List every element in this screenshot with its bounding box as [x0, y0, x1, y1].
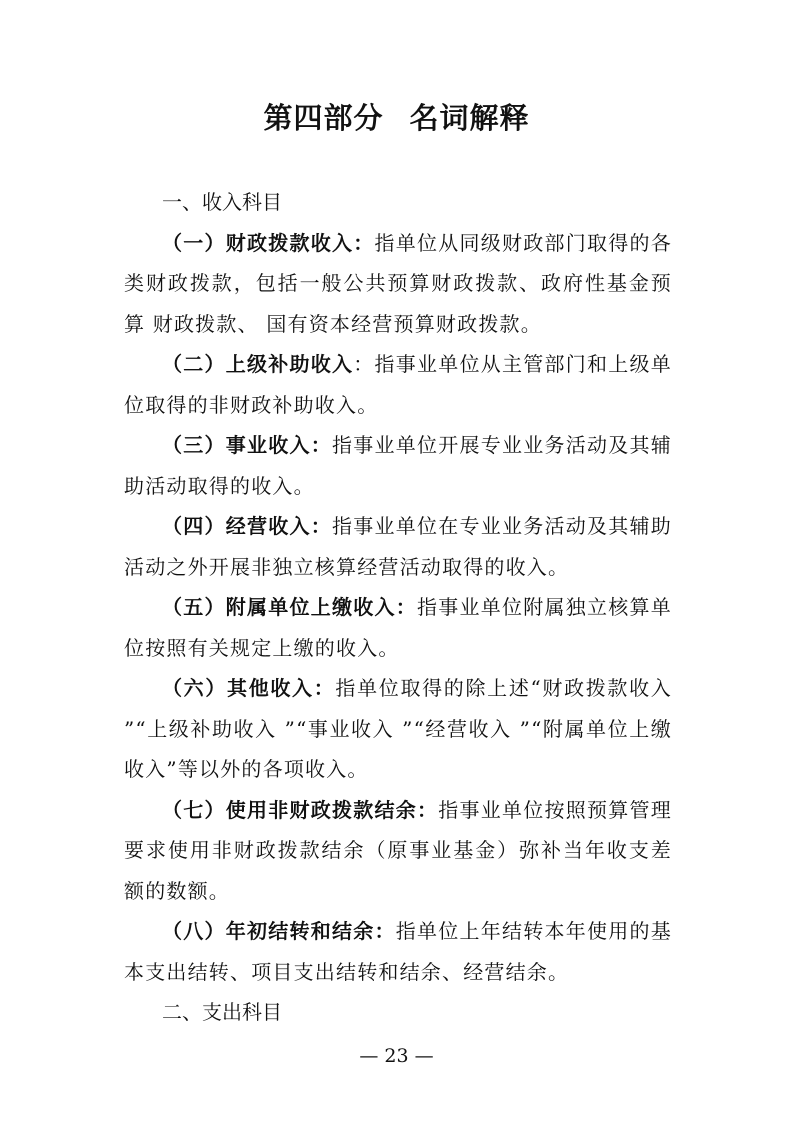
definition-term: （四）经营收入：	[162, 514, 333, 538]
definition-business-income	[124, 425, 672, 506]
definition-term: （七）使用非财政拨款结余：	[162, 797, 439, 822]
title-part: 第四部分	[263, 101, 384, 135]
document-body	[124, 182, 672, 1033]
definition-text: 指事业单位附属独立核算单位按照有关规定上缴的收入。	[124, 595, 672, 660]
definition-term: （六）其他收入：	[162, 676, 336, 700]
page-number: — 23 —	[359, 1045, 434, 1067]
definition-text: 指事业单位开展专业业务活动及其辅助活动取得的收入。	[124, 433, 672, 498]
definition-term: （八）年初结转和结余：	[162, 919, 396, 943]
page-title	[0, 98, 793, 138]
definition-text: 指单位上年结转本年使用的基本支出结转、项目支出结转和结余、经营结余。	[124, 919, 673, 984]
definition-affiliated-unit-income	[124, 587, 672, 668]
section-heading-expenditure: 二、支出科目	[162, 1000, 282, 1024]
definition-term: （二）上级补助收入	[162, 352, 354, 376]
definition-other-income	[124, 668, 672, 790]
definition-term: （五）附属单位上缴收入：	[162, 595, 418, 619]
definition-text: 指单位取得的除上述“财政拨款收入 ”“上级补助收入 ”“事业收入 ”“经营收入 ”“附属单位上缴收入”等以外的各项收入。	[124, 676, 672, 781]
definition-text: 指事业单位按照预算管理要求使用非财政拨款结余（原事业基金）弥补当年收支差额的数额。	[124, 797, 672, 903]
definition-text: ：指事业单位从主管部门和上级单位取得的非财政补助收入。	[124, 352, 672, 417]
section-heading-income: 一、收入科目	[162, 190, 282, 214]
definition-superior-subsidy-income	[124, 344, 672, 425]
definition-term: （三）事业收入：	[162, 433, 333, 457]
definition-text: 指单位从同级财政部门取得的各 类财政拨款，包括一般公共预算财政拨款、政府性基金预算 财政拨款、 国有资本经营预算财政拨款。	[124, 230, 673, 336]
definition-text: 指事业单位在专业业务活动及其辅助活动之外开展非独立核算经营活动取得的收入。	[124, 514, 672, 579]
definition-opening-balance	[124, 911, 672, 992]
definition-fiscal-appropriation-income	[124, 223, 672, 345]
definition-term: （一）财政拨款收入：	[162, 230, 375, 255]
title-name: 名词解释	[409, 101, 530, 135]
definition-non-fiscal-surplus-use	[124, 790, 672, 912]
definition-operating-income	[124, 506, 672, 587]
